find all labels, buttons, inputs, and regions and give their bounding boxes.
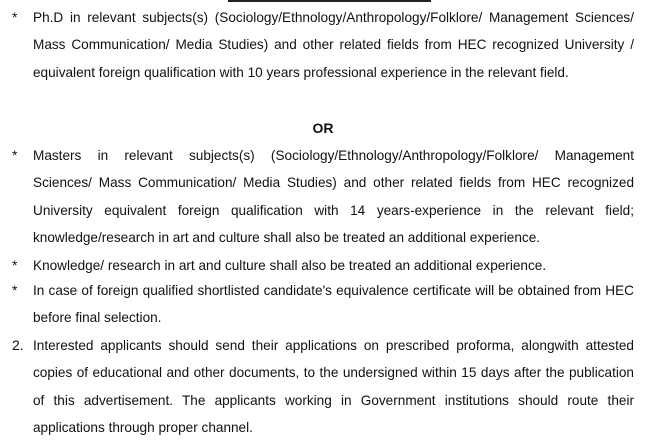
number-marker: 2. [12,337,24,353]
item-text: Knowledge/ research in art and culture shall also be treated an additional experience. [33,258,547,273]
item-text: Ph.D in relevant subjects(s) (Sociology/Ethnology/Anthropology/Folklore/ Management Sciences/ Mass Communication/ Media Studies) and other related fields from HEC recognized University / equivalent foreign qualification with 10 years professional experience in the relevant field. [33,10,634,80]
item-text: Interested applicants should send their applications on prescribed proforma, alongwith attested copies of educational and other documents, to the undersigned within 15 days after the publication of this advertisement. The applicants working in Government institutions should route their applications through proper channel. [33,338,634,435]
bullet-marker: * [12,9,18,25]
or-separator: OR [312,120,334,136]
top-rule [228,0,431,2]
item-text: In case of foreign qualified shortlisted candidate's equivalence certificate will be obtained from HEC before final selection. [33,283,634,326]
item-text: Masters in relevant subjects(s) (Sociology/Ethnology/Anthropology/Folklore/ Management Sciences/ Mass Communication/ Media Studies) and other related fields from HEC recognized University equivalent foreign qualification with 14 years-experience in the relevant field; knowledge/research in art and culture shall also be treated an additional experience. [33,148,634,245]
bullet-marker: * [12,282,18,298]
bullet-marker: * [12,257,18,273]
bullet-marker: * [12,147,18,163]
